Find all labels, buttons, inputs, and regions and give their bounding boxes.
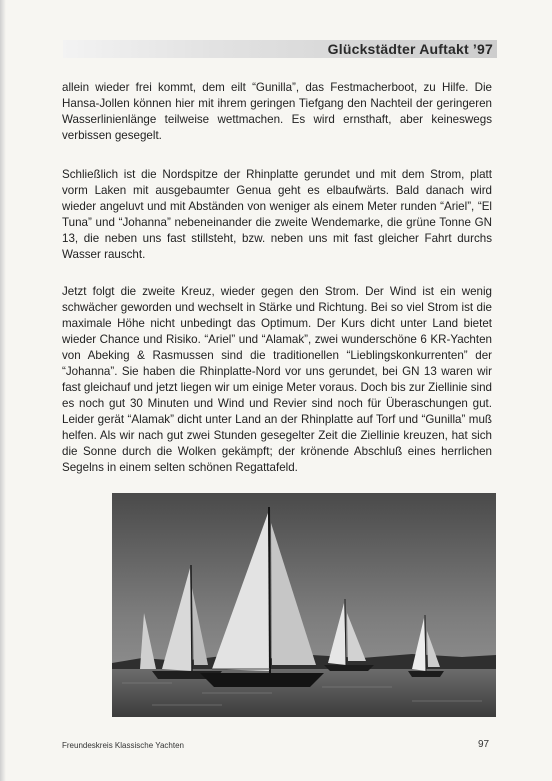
page-title: Glückstädter Auftakt ’97 <box>327 41 493 57</box>
paragraph-3: Jetzt folgt die zweite Kreuz, wieder gegen den Strom. Der Wind ist ein wenig schwächer geworden und wechselt in Stärke und Richtung. Bei so viel Strom ist die maximale Höhe nicht unbedingt das Optimum. Der Kurs dicht unter Land bietet wieder Chance und Risiko. “Ariel” und “Alamak”, zwei wunderschöne 6 KR-Yachten von Abeking & Rasmussen sind die traditionellen “Lieblingskonkurrenten” der “Johanna”. Sie haben die Rhinplatte-Nord vor uns gerundet, bei GN 13 waren wir fast gleichauf und jetzt liegen wir um einige Meter voraus. Doch bis zur Ziellinie sind es noch gut 30 Minuten und Wind und Revier sind noch für Überaschungen gut. Leider gerät “Alamak” dicht unter Land an der Rhinplatte auf Torf und “Gunilla” muß helfen. Als wir nach gut zwei Stunden gesegelter Zeit die Ziellinie kreuzen, hat sich die Sonne durch die Wolken gekämpft; der krönende Abschluß eines herrlichen Segelns in einem selten schönen Regattafeld. <box>62 285 492 474</box>
page-number: 97 <box>478 739 490 750</box>
sailing-yachts-photo <box>112 493 496 717</box>
paragraph-1: allein wieder frei kommt, dem eilt “Gunilla”, das Festmacherboot, zu Hilfe. Die Hansa-Jollen können hier mit ihrem geringen Tiefgang den Nachteil der geringeren Wasserlinienlänge teilweise wettmachen. Es wird ernsthaft, aber keineswegs verbissen gesegelt. <box>62 81 492 142</box>
page-edge-shadow <box>0 0 6 781</box>
footer-publisher: Freundeskreis Klassische Yachten <box>62 741 184 750</box>
photo-illustration <box>112 493 496 717</box>
header-bar <box>63 40 497 58</box>
paragraph-2: Schließlich ist die Nordspitze der Rhinplatte gerundet und mit dem Strom, platt vorm Laken mit ausgebaumter Genua geht es elbaufwärts. Bald danach wird wieder angeluvt und mit Abständen von weniger als einem Meter runden “Ariel”, “El Tuna” und “Johanna” nebeneinander die zweite Wendemarke, die grüne Tonne GN 13, die neben uns fast stillsteht, bzw. neben uns mit fast gleicher Fahrt durchs Wasser rauscht. <box>62 168 492 261</box>
